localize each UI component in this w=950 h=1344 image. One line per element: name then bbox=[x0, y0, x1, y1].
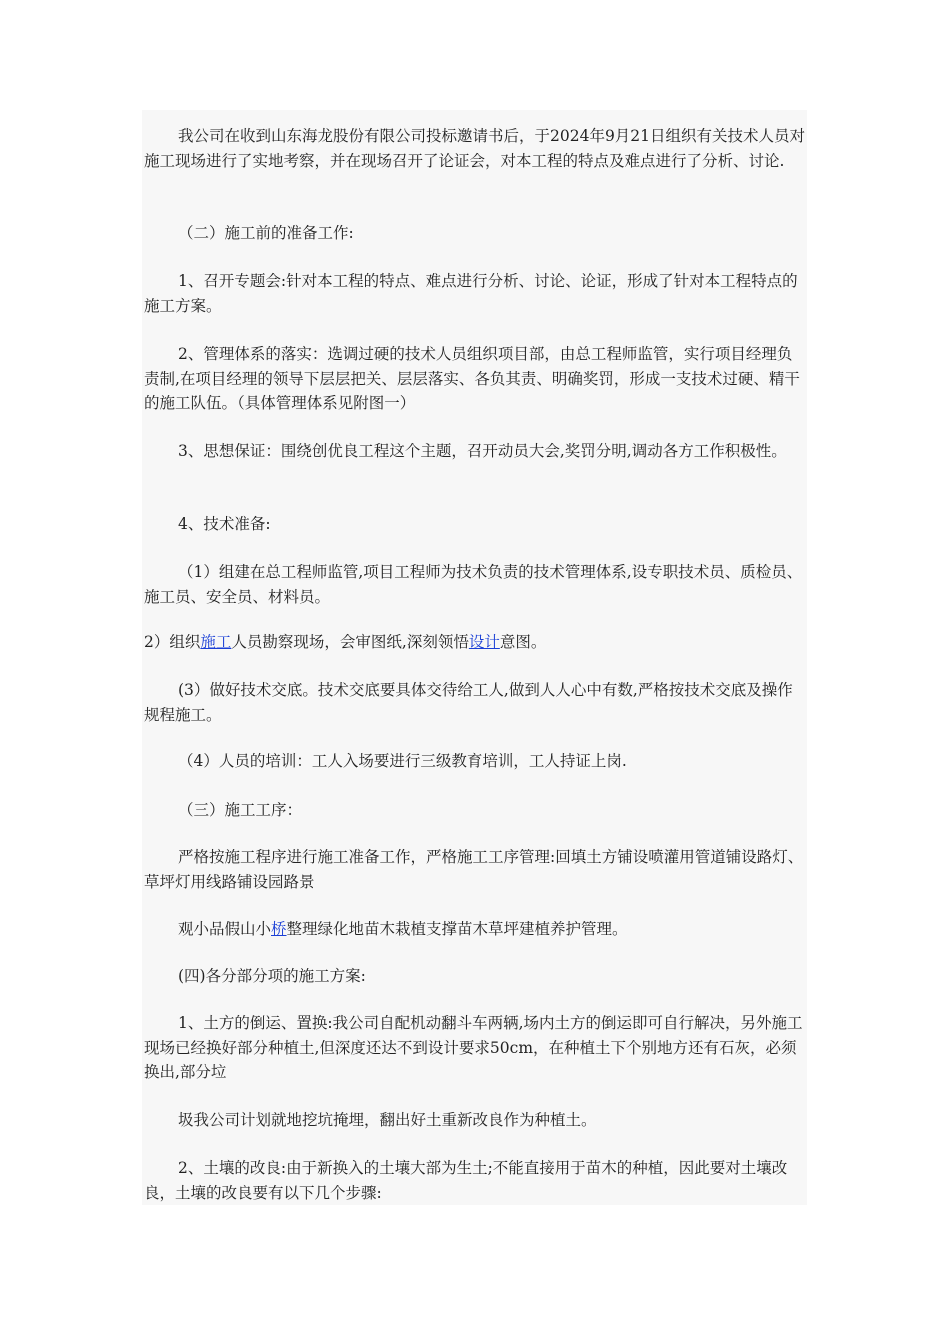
paragraph-text: 意图。 bbox=[499, 633, 547, 651]
paragraph-procedure-continued bbox=[144, 917, 806, 942]
paragraph-technical-preparation: 4、技术准备: bbox=[178, 515, 271, 533]
paragraph-soil-improvement: 2、土壤的改良:由于新换入的土壤大部为生土;不能直接用于苗木的种植，因此要对土壤改良，土壤的改良要有以下几个步骤: bbox=[144, 1159, 788, 1202]
design-link[interactable]: 设计 bbox=[468, 633, 500, 651]
heading-construction-plans: (四)各分部分项的施工方案: bbox=[178, 967, 366, 985]
paragraph-technical-briefing: (3）做好技术交底。技术交底要具体交待给工人,做到人人心中有数,严格按技术交底及操作规程施工。 bbox=[144, 681, 793, 724]
construction-link[interactable]: 施工 bbox=[200, 633, 232, 651]
paragraph-tech-system: （1）组建在总工程师监管,项目工程师为技术负责的技术管理体系,设专职技术员、质检员、施工员、安全员、材料员。 bbox=[144, 563, 803, 606]
heading-procedures: （三）施工工序： bbox=[178, 801, 303, 819]
paragraph-special-meeting: 1、召开专题会:针对本工程的特点、难点进行分析、讨论、论证，形成了针对本工程特点的施工方案。 bbox=[144, 272, 798, 315]
paragraph-text: 观小品假山小 bbox=[178, 920, 272, 938]
paragraph-text: 2）组织 bbox=[144, 633, 201, 651]
paragraph-management-system: 2、管理体系的落实：选调过硬的技术人员组织项目部，由总工程师监管，实行项目经理负责制,在项目经理的领导下层层把关、层层落实、各负其责、明确奖罚，形成一支技术过硬、精干的施工队伍。（具体管理体系见附图一） bbox=[144, 345, 800, 412]
paragraph-earthwork: 1、土方的倒运、置换:我公司自配机动翻斗车两辆,场内土方的倒运即可自行解决，另外施工现场已经换好部分种植土,但深度还达不到设计要求50cm，在种植土下个别地方还有石灰，必须换出,部分垃 bbox=[144, 1014, 803, 1081]
paragraph-ideological-guarantee: 3、思想保证：围绕创优良工程这个主题，召开动员大会,奖罚分明,调动各方工作积极性。 bbox=[178, 442, 787, 460]
paragraph-survey: 我公司在收到山东海龙股份有限公司投标邀请书后，于2024年9月21日组织有关技术人员对施工现场进行了实地考察，并在现场召开了论证会，对本工程的特点及难点进行了分析、讨论. bbox=[144, 127, 806, 170]
paragraph-text: 人员勘察现场，会审图纸,深刻领悟 bbox=[231, 633, 469, 651]
heading-preparation: （二）施工前的准备工作: bbox=[178, 224, 354, 242]
paragraph-site-survey bbox=[144, 630, 806, 655]
paragraph-earthwork-continued: 圾我公司计划就地挖坑掩埋，翻出好土重新改良作为种植土。 bbox=[178, 1111, 597, 1129]
paragraph-text: 整理绿化地苗木栽植支撑苗木草坪建植养护管理。 bbox=[286, 920, 628, 938]
bridge-link[interactable]: 桥 bbox=[271, 920, 287, 938]
paragraph-training: （4）人员的培训：工人入场要进行三级教育培训，工人持证上岗. bbox=[178, 752, 627, 770]
paragraph-procedure-sequence: 严格按施工程序进行施工准备工作，严格施工工序管理:回填土方铺设喷灌用管道铺设路灯、草坪灯用线路铺设园路景 bbox=[144, 848, 804, 891]
